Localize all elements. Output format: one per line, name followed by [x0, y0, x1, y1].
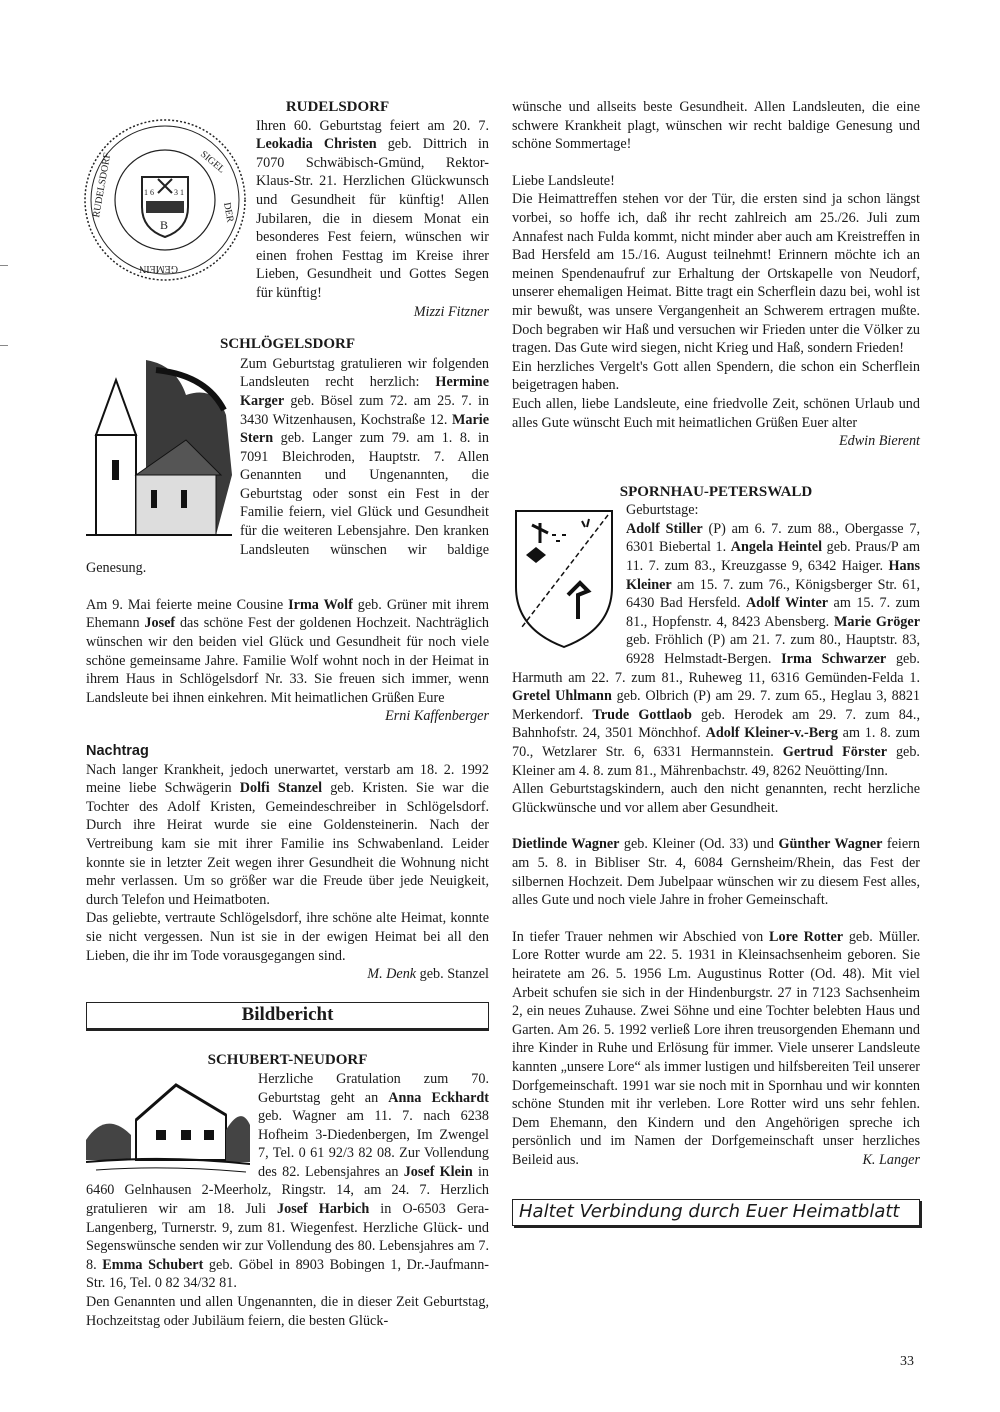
rudelsdorf-title: RUDELSDORF [285, 99, 390, 115]
schloegelsdorf-text: Zum Geburtstag gratulieren wir folgenden Landsleuten recht herzlich: Hermine Karger geb. Bösel zum 72. am 25. 7. in 3430 Witzenhausen, Kochstraße 12. Marie Stern geb. Langer zum 79. am 1. 8. in 7091 Bleichroden, Hauptstr. 7. Allen Genannten und Ungenannten, die Geburtstag oder sonst ein Fest in der Familie feiern, viel Glück und Gesundheit für die weiteren Lebensjahre. Den kranken Landsleuten wünschen wir baldige Genesung. [86, 355, 489, 577]
spornhau-text: Adolf Stiller (P) am 6. 7. zum 88., Obergasse 7, 6301 Biebertal 1. Angela Heintel geb. Praus/P am 11. 7. zum 83., Kreuzgasse 9, 6342 Haiger. Hans Kleiner am 15. 7. zum 76., Königsberger Str. 61, 6430 Bad Hersfeld. Adolf Winter am 15. 7. zum 81., Hopfenstr. 4, 8423 Abensberg. Marie Gröger geb. Fröhlich (P) am 21. 7. zum 80., Hauptstr. 83, 6928 Helmstadt-Bergen. Irma Schwarzer geb. Harmuth am 22. 7. zum 81., Ruheweg 11, 6316 Gemünden-Felda 1. Gretel Uhlmann geb. Olbrich (P) am 29. 7. zum 65., Heglau 3, 8821 Merkendorf. Trude Gottlaob geb. Herodek am 29. 7. zum 84., Bahnhofstr. 24, 3501 Mönchhof. Adolf Kleiner-v.-Berg am 1. 8. zum 70., Wetzlarer Str. 6, 6331 Hermannstein. Gertrud Förster geb. Kleiner am 4. 8. zum 81., Mährenbachstr. 49, 8262 Neuötting/Inn. [512, 520, 921, 779]
rudelsdorf-signature: Mizzi Fitzner [413, 303, 489, 320]
svg-text:DER: DER [221, 201, 236, 223]
svg-text:3 1: 3 1 [174, 187, 184, 197]
spornhau-crest-image [512, 507, 618, 657]
spornhau-section [512, 483, 920, 818]
nachtrag-section [86, 742, 489, 984]
svg-text:RUDELSDORF: RUDELSDORF [91, 151, 114, 219]
letter-text-3: Euch allen, liebe Landsleute, eine friedvolle Zeit, schönen Urlaub und alles Gute wünscht Euch mit heimatlichen Grüßen Euer alter Edwin Bierent [512, 395, 920, 450]
schubert-section [86, 1051, 489, 1330]
schloegelsdorf-section [86, 335, 489, 578]
rudelsdorf-seal-image [82, 117, 248, 287]
wolf-signature: Erni Kaffenberger [385, 708, 489, 725]
wagner-text: Dietlinde Wagner geb. Kleiner (Od. 33) und Günther Wagner feiern am 5. 8. in Bibliser Str. 4, 6084 Gernsheim/Rhein, das Fest der silbernen Hochzeit. Dem Jubelpaar wünschen wir zu diesem Fest alles, alles Gute und noch viele Jahre in froher Gemeinschaft. [512, 836, 920, 909]
letter-text-2: Ein herzliches Vergelt's Gott allen Spendern, die schon ein Scherflein beigetragen haben. [512, 358, 920, 394]
svg-text:B: B [160, 217, 169, 232]
nachtrag-signature: M. Denk geb. Stanzel [367, 966, 489, 983]
continued-text: wünsche und allseits beste Gesundheit. Allen Landsleuten, die eine schwere Krankheit plagt, wünschen wir recht baldige Genesung und schöne Sommertage! [512, 99, 920, 153]
nachtrag-text-2: Das geliebte, vertraute Schlögelsdorf, ihre schöne alte Heimat, konnte sie nicht vergessen. Nun ist sie in der ewigen Heimat bei all den Lieben, die ihr im Tode vorausgegangen sind. [86, 910, 489, 964]
nachtrag-text: Nach langer Krankheit, jedoch unerwartet, verstarb am 18. 2. 1992 meine liebe Schwägerin Dolfi Stanzel geb. Kristen. Sie war die Tochter des Adolf Kristen, Gemeindeschreiber in Schlögelsdorf. Durch ihre Heirat wurde sie eine Goldensteinerin. Nach der Vertreibung kam sie mit ihrer Familie ins Schwabenland. Leider konnte sie in letzter Zeit wegen ihrer Gesundheit die Wohnung nicht mehr verlassen. Um so größer war die Freude über jede Neuigkeit, durch Telefon und Heimatboten. [86, 761, 489, 908]
rudelsdorf-section [86, 98, 489, 321]
spornhau-label: Geburtstage: [626, 502, 699, 519]
rudelsdorf-text: Ihren 60. Geburtstag feiert am 20. 7. Leokadia Christen geb. Dittrich in 7070 Schwäbisch-Gmünd, Rektor-Klaus-Str. 21. Herzlichen Glückwunsch und Gesundheit für künftig! Allen Jubilaren, die in diesem Monat ein besonderes Fest feiern, wünschen wir einen frohen Festtag im Kreise ihrer Lieben, Gesundheit und Gottes Segen für künftig! [256, 117, 489, 301]
church-image [86, 355, 232, 553]
schubert-text-2: Den Genannten und allen Ungenannten, die in dieser Zeit Geburtstag, Hochzeitstag oder Jubiläum feiern, die besten Glück- [86, 1294, 489, 1329]
svg-text:GEMEIN: GEMEIN [139, 262, 178, 274]
spornhau-all: Allen Geburtstagskindern, auch den nicht genannten, recht herzliche Glückwünsche und vor allem aber Gesundheit. [512, 781, 920, 816]
nachtrag-title: Nachtrag [86, 743, 149, 759]
schubert-title: SCHUBERT-NEUDORF [207, 1052, 368, 1069]
svg-text:1 6: 1 6 [144, 187, 154, 197]
letter-greeting: Liebe Landsleute! [512, 172, 615, 189]
schubert-text: Herzliche Gratulation zum 70. Geburtstag geht an Anna Eckhardt geb. Wagner am 11. 7. nach 6238 Hofheim 3-Diedenbergen, Im Zwengel 7, Tel. 0 61 92/3 82 08. Zur Vollendung des 82. Lebensjahres an Josef Klein in 6460 Gelnhausen 2-Meerholz, Ringstr. 14, am 24. 7. Herzlich gratulieren wir am 18. Juli Josef Harbich in O-6503 Gera-Langenberg, Turnerstr. 9, zum 81. Wiegenfest. Herzliche Glück- und Segenswünsche senden wir zur Vollendung des 80. Lebensjahres am 7. 8. Emma Schubert geb. Göbel in 8903 Bobingen 1, Dr.-Jaufmann-Str. 16, Tel. 0 82 34/32 81. [86, 1070, 490, 1292]
wolf-text: Am 9. Mai feierte meine Cousine Irma Wolf geb. Grüner mit ihrem Ehemann Josef das schöne Fest der goldenen Hochzeit. Nachträglich wünschen wir den beiden viel Glück und Gesundheit für noch viele schöne gemeinsame Jahre. Familie Wolf wohnt noch in der Heimat in ihrem Haus in Schlögelsdorf Nr. 33. Sie freuen sich immer, wenn Landsleute bei ihnen einkehren. Mit heimatlichen Grüßen Eure Erni Kaffenberger [86, 596, 490, 725]
wolf-section [86, 596, 490, 725]
rotter-signature: K. Langer [862, 1151, 920, 1168]
heimatblatt-banner: Haltet Verbindung durch Euer Heimatblatt [512, 1199, 920, 1226]
farmhouse-image [86, 1070, 250, 1178]
rotter-text: In tiefer Trauer nehmen wir Abschied von Lore Rotter geb. Müller. Lore Rotter wurde am 22. 5. 1931 in Kleinsachsenheim geboren. Sie heiratete am 26. 5. 1956 Lm. Augustinus Rotter (Od. 48). Mit viel Arbeit schufen sie sich in der Hindenburgstr. 27 in 7123 Sachsenheim 2, ein neues Zuhause. Zwei Söhne und eine Tochter belebten Haus und Garten. Am 26. 5. 1992 verließ Lore ihren treusorgenden Ehemann und ihre Kinder in Ruhe und Erlösung für immer. Viele unserer Landsleute kannten „unsere Lore“ als immer lustigen und hilfsbereiten Teil unserer Dorfgemeinschaft. 1991 war sie noch mit in Spornhau und wir konnten schöne Stunden mit ihr verleben. Lore Rotter wird uns sehr fehlen. Dem Ehemann, den Kindern und den Angehörigen spreche ich persönlich und im Namen der Dorfgemeinschaft unser herzliches Beileid aus. K. Langer [512, 928, 920, 1168]
bildbericht-box: Bildbericht [86, 1002, 489, 1030]
schloegelsdorf-title: SCHLÖGELSDORF [219, 336, 356, 353]
letter-text: Die Heimattreffen stehen vor der Tür, die ersten sind ja schon längst vorbei, so hoffe ich, daß ihr recht zahlreich am 25./26. Juli zum Annafest nach Fulda kommt, nicht minder aber auch am Kreistreffen in Bad Hersfeld am 15./16. August teilnehmt! Erinnern möchte ich an meinen Spendenaufruf zur Erhaltung der Ortskapelle von Neudorf, unserer ehemaligen Heimat. Bitte tragt ein Scherflein dazu bei, wohl ist mir bewußt, was unsere Vergangenheit an Schwerem ertragen mußte. Doch begraben wir Haß und versuchen wir Frieden unter die Völker zu tragen. Das Gute wird siegen, nicht Krieg und Haß, sondern Frieden! [512, 191, 920, 357]
spornhau-title: SPORNHAU-PETERSWALD [619, 483, 813, 500]
right-column [512, 98, 920, 1226]
page-number: 33 [900, 1354, 914, 1369]
svg-text:SIGEL: SIGEL [198, 148, 227, 176]
letter-signature: Edwin Bierent [838, 433, 920, 450]
left-column [86, 98, 489, 1330]
